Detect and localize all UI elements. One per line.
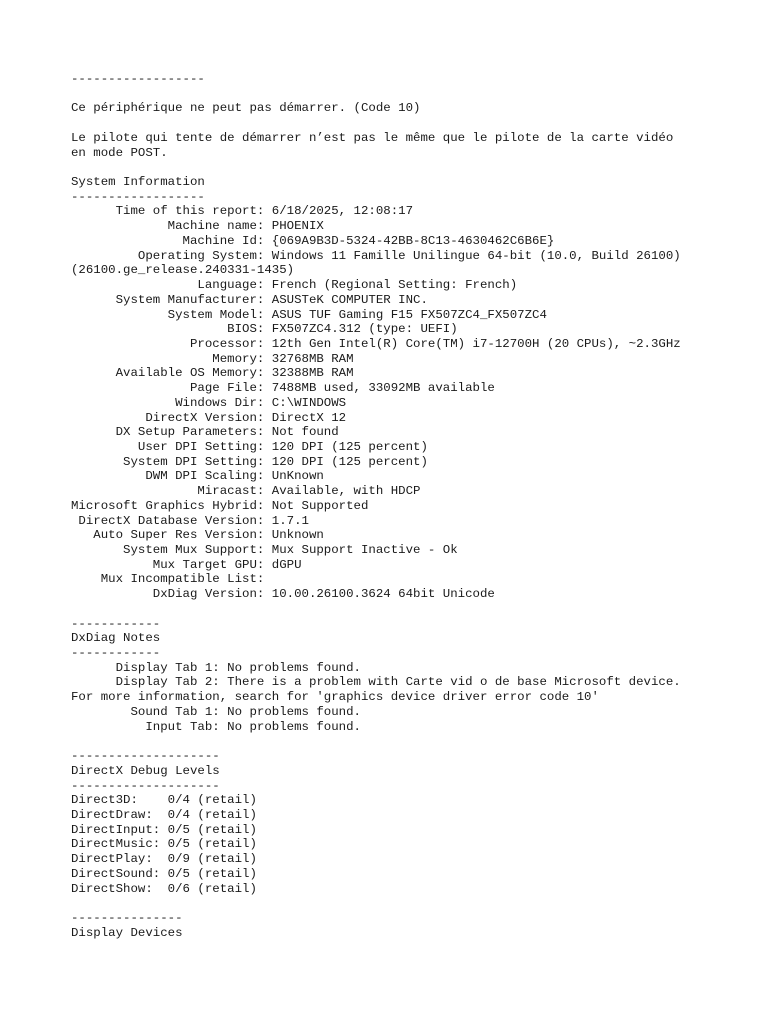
report-line: ------------------ — [71, 189, 205, 204]
report-line: User DPI Setting: 120 DPI (125 percent) — [71, 439, 428, 454]
report-line: Display Tab 2: There is a problem with Carte vid o de base Microsoft device. — [71, 675, 681, 690]
report-line: DirectX Debug Levels — [71, 763, 220, 778]
blank-line — [71, 602, 681, 617]
report-line: ------------ — [71, 616, 161, 631]
report-line: DX Setup Parameters: Not found — [71, 425, 339, 440]
report-line: Available OS Memory: 32388MB RAM — [71, 366, 354, 381]
report-line: BIOS: FX507ZC4.312 (type: UEFI) — [71, 322, 458, 337]
report-line: Page File: 7488MB used, 33092MB available — [71, 381, 495, 396]
report-line: DirectInput: 0/5 (retail) — [71, 822, 257, 837]
blank-line — [71, 734, 681, 749]
report-line: For more information, search for 'graphics device driver error code 10' — [71, 690, 599, 705]
report-line: Windows Dir: C:\WINDOWS — [71, 395, 347, 410]
report-line: System Model: ASUS TUF Gaming F15 FX507ZC4_FX507ZC4 — [71, 307, 547, 322]
report-line: -------------------- — [71, 778, 220, 793]
report-line: Sound Tab 1: No problems found. — [71, 704, 361, 719]
report-line: Machine Id: {069A9B3D-5324-42BB-8C13-4630462C6B6E} — [71, 233, 555, 248]
report-line: en mode POST. — [71, 145, 168, 160]
report-line: -------------------- — [71, 749, 220, 764]
report-line: ------------ — [71, 646, 161, 661]
report-line: Mux Incompatible List: — [71, 572, 272, 587]
report-line: Mux Target GPU: dGPU — [71, 557, 302, 572]
report-line: Miracast: Available, with HDCP — [71, 484, 421, 499]
report-line: DirectDraw: 0/4 (retail) — [71, 807, 257, 822]
report-line: System Information — [71, 175, 205, 190]
report-line: --------------- — [71, 910, 183, 925]
report-line: Microsoft Graphics Hybrid: Not Supported — [71, 498, 369, 513]
report-line: Time of this report: 6/18/2025, 12:08:17 — [71, 204, 414, 219]
report-line: Machine name: PHOENIX — [71, 219, 324, 234]
report-line: Processor: 12th Gen Intel(R) Core(TM) i7-12700H (20 CPUs), ~2.3GHz — [71, 336, 681, 351]
report-line: Operating System: Windows 11 Famille Unilingue 64-bit (10.0, Build 26100) — [71, 248, 681, 263]
report-line: Direct3D: 0/4 (retail) — [71, 793, 257, 808]
blank-line — [71, 896, 681, 911]
report-line: DirectPlay: 0/9 (retail) — [71, 852, 257, 867]
report-line: DWM DPI Scaling: UnKnown — [71, 469, 324, 484]
report-line: DxDiag Version: 10.00.26100.3624 64bit Unicode — [71, 587, 495, 602]
report-line: System Manufacturer: ASUSTeK COMPUTER INC. — [71, 292, 428, 307]
report-line: Language: French (Regional Setting: French) — [71, 278, 518, 293]
report-line: DirectSound: 0/5 (retail) — [71, 866, 257, 881]
report-line: System DPI Setting: 120 DPI (125 percent) — [71, 454, 428, 469]
report-line: Memory: 32768MB RAM — [71, 351, 354, 366]
report-line: DirectX Database Version: 1.7.1 — [71, 513, 309, 528]
report-line: Auto Super Res Version: Unknown — [71, 528, 324, 543]
report-line: Le pilote qui tente de démarrer n’est pas le même que le pilote de la carte vidéo — [71, 130, 674, 145]
report-line: ------------------ — [71, 72, 205, 86]
report-line: DirectShow: 0/6 (retail) — [71, 881, 257, 896]
dxdiag-report-text — [71, 72, 681, 940]
report-line: Display Tab 1: No problems found. — [71, 660, 361, 675]
report-line: (26100.ge_release.240331-1435) — [71, 263, 295, 278]
blank-line — [71, 160, 681, 175]
blank-line — [71, 116, 681, 131]
blank-line — [71, 87, 681, 102]
report-line: DirectX Version: DirectX 12 — [71, 410, 347, 425]
report-line: Display Devices — [71, 925, 183, 940]
report-line: System Mux Support: Mux Support Inactive - Ok — [71, 543, 458, 557]
report-line: Input Tab: No problems found. — [71, 719, 361, 734]
report-line: Ce périphérique ne peut pas démarrer. (Code 10) — [71, 101, 421, 116]
report-line: DxDiag Notes — [71, 631, 161, 646]
report-line: DirectMusic: 0/5 (retail) — [71, 837, 257, 852]
